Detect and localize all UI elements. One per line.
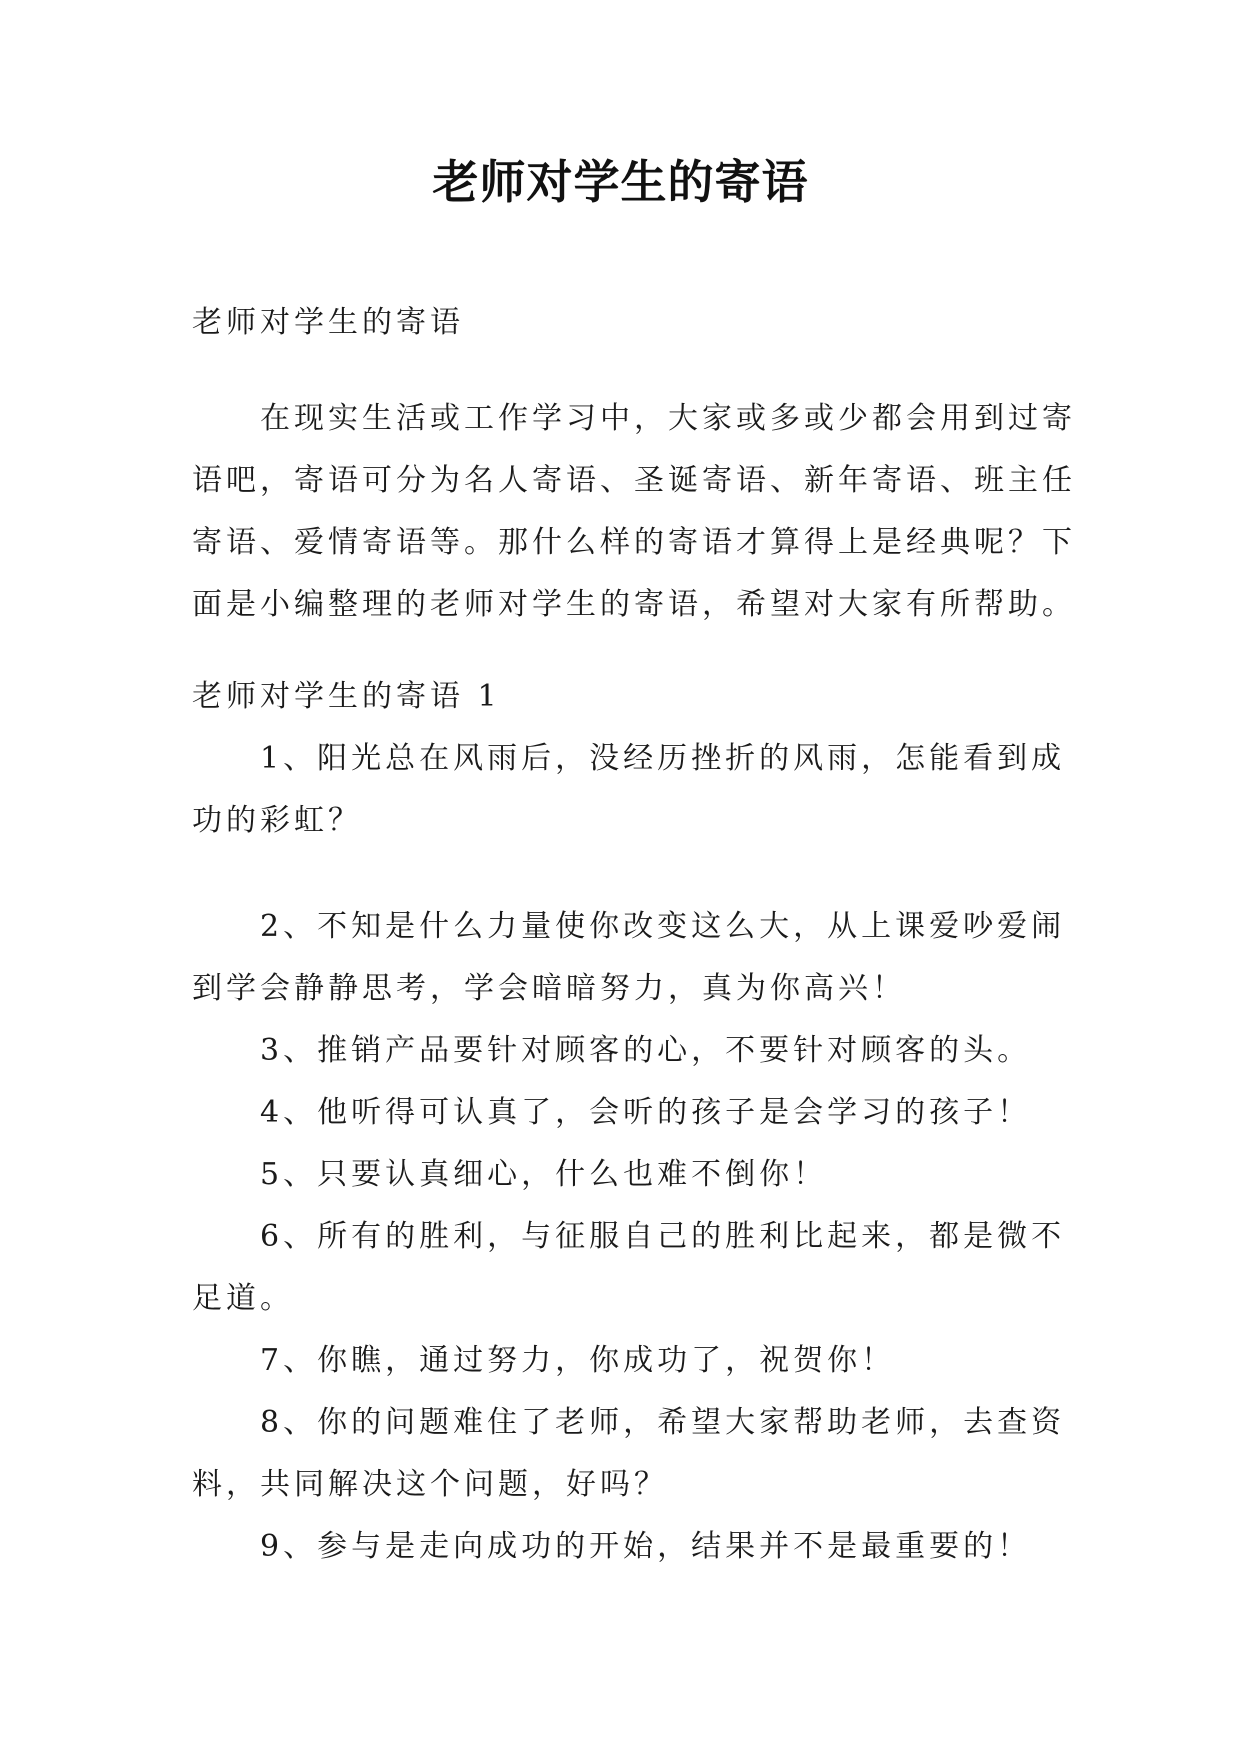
section-heading: 老师对学生的寄语 1 — [192, 679, 501, 714]
list-item-line: 9、参与是走向成功的开始，结果并不是最重要的！ — [260, 1529, 1032, 1564]
document-title: 老师对学生的寄语 — [432, 155, 809, 209]
list-item — [192, 1516, 1052, 1578]
list-item-line: 5、只要认真细心，什么也难不倒你！ — [260, 1157, 828, 1192]
document-subtitle: 老师对学生的寄语 — [192, 305, 464, 340]
list-item — [192, 1144, 1052, 1206]
list-item — [192, 1330, 1052, 1392]
list-item — [192, 1020, 1052, 1082]
list-item-line: 料，共同解决这个问题，好吗？ — [192, 1467, 668, 1502]
list-item-line: 7、你瞧，通过努力，你成功了，祝贺你！ — [260, 1343, 896, 1378]
list-item-line: 3、推销产品要针对顾客的心，不要针对顾客的头。 — [260, 1033, 1032, 1068]
intro-line: 面是小编整理的老师对学生的寄语，希望对大家有所帮助。 — [192, 587, 1076, 622]
intro-line: 在现实生活或工作学习中，大家或多或少都会用到过寄 — [260, 401, 1076, 436]
list-item-line: 足道。 — [192, 1281, 294, 1316]
list-item-line: 功的彩虹？ — [192, 803, 362, 838]
list-item-line: 8、你的问题难住了老师，希望大家帮助老师，去查资 — [260, 1405, 1066, 1440]
list-item — [192, 1082, 1052, 1144]
list-item — [192, 896, 1066, 1020]
intro-paragraph — [192, 388, 1076, 636]
list-item — [192, 1392, 1066, 1516]
list-item-line: 到学会静静思考，学会暗暗努力，真为你高兴！ — [192, 971, 906, 1006]
list-item — [192, 1206, 1066, 1330]
list-item-line: 6、所有的胜利，与征服自己的胜利比起来，都是微不 — [260, 1219, 1066, 1254]
list-item-line: 2、不知是什么力量使你改变这么大，从上课爱吵爱闹 — [260, 909, 1066, 944]
list-item-line: 4、他听得可认真了，会听的孩子是会学习的孩子！ — [260, 1095, 1032, 1130]
document-body — [192, 292, 1076, 1578]
list-item — [192, 728, 1066, 852]
list-item-line: 1、阳光总在风雨后，没经历挫折的风雨，怎能看到成 — [260, 741, 1066, 776]
intro-line: 语吧，寄语可分为名人寄语、圣诞寄语、新年寄语、班主任 — [192, 463, 1076, 498]
intro-line: 寄语、爱情寄语等。那什么样的寄语才算得上是经典呢？下 — [192, 525, 1076, 560]
